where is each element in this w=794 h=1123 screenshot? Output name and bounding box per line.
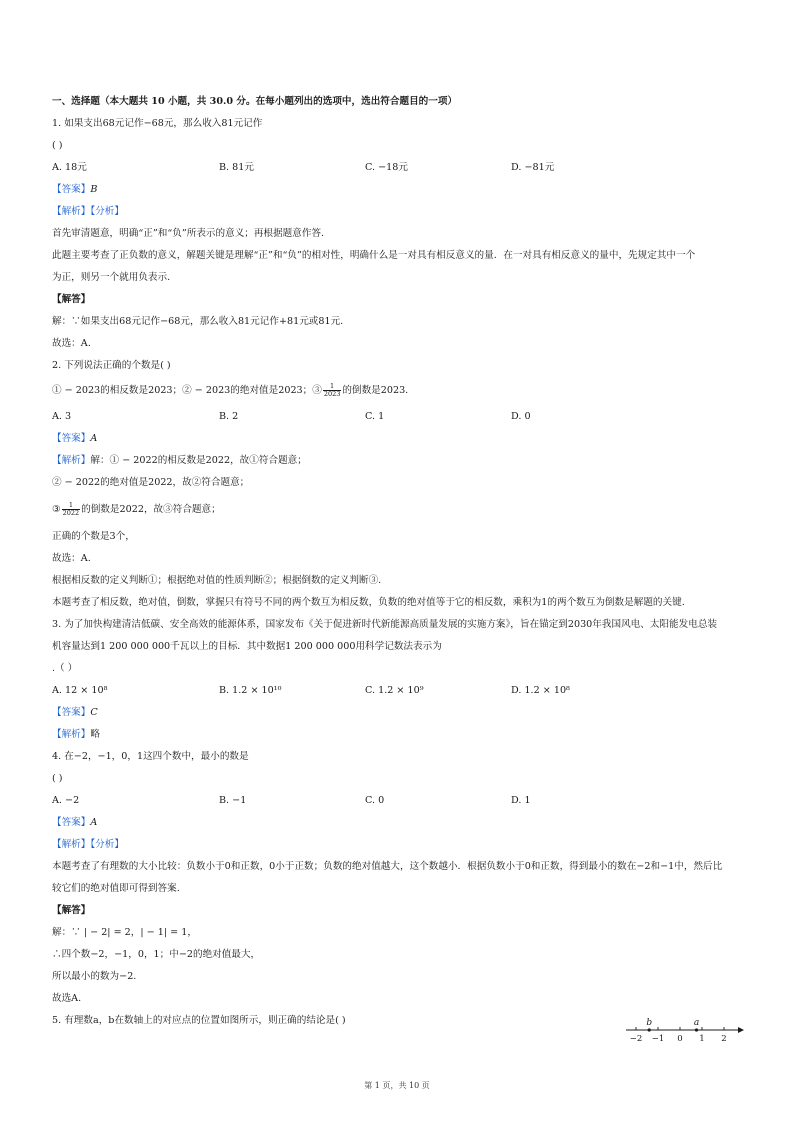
q4-answer-line: 【答案】A xyxy=(52,817,98,828)
q2-answer: A xyxy=(90,433,98,444)
q2-rest-line: 根据相反数的定义判断①；根据绝对值的性质判断②；根据倒数的定义判断③. xyxy=(52,575,382,586)
q3-answer: C xyxy=(90,707,98,718)
q1-option-c: C. −18元 xyxy=(365,162,408,173)
q3-option-a: A. 12 × 10⁸ xyxy=(52,685,108,696)
number-line-point-b xyxy=(648,1028,651,1031)
q2-analysis-line: ② − 2022的绝对值是2022，故②符合题意； xyxy=(52,477,250,488)
q1-solution-line: 解：∵如果支出68元记作−68元，那么收入81元记作+81元或81元. xyxy=(52,316,344,327)
q2-option-a: A. 3 xyxy=(52,411,72,422)
q2-option-b: B. 2 xyxy=(219,411,239,422)
q1-answer: B xyxy=(90,184,98,195)
q4-option-a: A. −2 xyxy=(52,795,80,806)
number-line-tick-label: 2 xyxy=(721,1034,727,1044)
number-line-tick-label: −1 xyxy=(651,1034,665,1044)
q1-solution-line: 故选：A. xyxy=(52,338,91,349)
q1-analysis-line: 此题主要考查了正负数的意义，解题关键是理解“正”和“负”的相对性，明确什么是一对具有相反意义的量．在一对具有相反意义的量中，先规定其中一个 xyxy=(52,250,696,261)
q3-stem-line: .（ ） xyxy=(52,663,78,674)
q1-option-a: A. 18元 xyxy=(52,162,87,173)
section-header: 一、选择题（本大题共 10 小题，共 30.0 分。在每小题列出的选项中，选出符合题目的一项） xyxy=(52,96,458,107)
q1-analysis-line: 首先审清题意，明确“正”和“负”所表示的意义；再根据题意作答. xyxy=(52,228,325,239)
number-line-point-a xyxy=(695,1028,698,1031)
q1-stem: 1. 如果支出68元记作−68元，那么收入81元记作 xyxy=(52,118,263,129)
q2-statements: ① − 2023的相反数是2023；② − 2023的绝对值是2023；③ $\frac{1}{2023}$ 的倒数是2023. xyxy=(52,382,409,398)
q2-analysis-line: ③ $\frac{1}{2022}$ 的倒数是2022，故③符合题意； xyxy=(52,501,221,517)
q4-analysis-tag: 【解析】【分析】 xyxy=(52,839,124,850)
q4-analysis-line: 较它们的绝对值即可得到答案. xyxy=(52,883,180,894)
q4-solution-line: 所以最小的数为−2. xyxy=(52,971,137,982)
q3-stem-line: 机容量达到1 200 000 000千瓦以上的目标．其中数据1 200 000 000用科学记数法表示为 xyxy=(52,641,442,652)
answer-tag: 【答案】 xyxy=(52,184,91,195)
q5-stem: 5. 有理数a，b在数轴上的对应点的位置如图所示，则正确的结论是( ) xyxy=(52,1015,346,1026)
q3-analysis-line: 【解析】略 xyxy=(52,729,100,740)
number-line-point-label: a xyxy=(693,1018,700,1028)
q4-option-d: D. 1 xyxy=(511,795,531,806)
number-line-point-label: b xyxy=(646,1018,653,1028)
q2-rest-line: 正确的个数是3个， xyxy=(52,531,135,542)
q3-option-d: D. 1.2 × 10⁸ xyxy=(511,685,570,696)
q4-option-b: B. −1 xyxy=(219,795,247,806)
q2-option-c: C. 1 xyxy=(365,411,385,422)
q2-stem: 2. 下列说法正确的个数是( ) xyxy=(52,360,171,371)
q3-option-b: B. 1.2 × 10¹⁰ xyxy=(219,685,282,696)
q4-solution-tag: 【解答】 xyxy=(52,905,91,916)
q1-option-d: D. −81元 xyxy=(511,162,555,173)
number-line-arrow xyxy=(738,1027,744,1033)
q4-stem: 4. 在−2，−1，0，1这四个数中，最小的数是 xyxy=(52,751,249,762)
q4-solution-line: 解：∵ | − 2| = 2，| − 1| = 1， xyxy=(52,927,197,938)
q3-stem-line: 3. 为了加快构建清洁低碳、安全高效的能源体系，国家发布《关于促进新时代新能源高质量发展的实施方案》，旨在锚定到2030年我国风电、太阳能发电总装 xyxy=(52,619,718,630)
q3-answer-line: 【答案】C xyxy=(52,707,98,718)
q4-answer: A xyxy=(90,817,98,828)
q1-analysis-line: 为正，则另一个就用负表示. xyxy=(52,272,171,283)
q4-solution-line: ∴四个数−2，−1，0，1；中−2的绝对值最大， xyxy=(52,949,261,960)
number-line-tick-label: −2 xyxy=(629,1034,643,1044)
q1-solution-tag: 【解答】 xyxy=(52,294,91,305)
q1-answer-line xyxy=(52,183,754,196)
q1-paren: ( ) xyxy=(52,140,63,151)
q1-option-b: B. 81元 xyxy=(219,162,254,173)
page-footer: 第 1 页，共 10 页 xyxy=(364,1081,430,1090)
q1-analysis-tag: 【解析】【分析】 xyxy=(52,206,124,217)
q2-option-d: D. 0 xyxy=(511,411,531,422)
q2-answer-line: 【答案】A xyxy=(52,433,98,444)
q4-solution-line: 故选A. xyxy=(52,993,82,1004)
number-line-tick-label: 1 xyxy=(699,1034,705,1044)
q2-analysis-fraction: $\frac{1}{2022}$ xyxy=(62,501,80,517)
q4-analysis-line: 本题考查了有理数的大小比较：负数小于0和正数，0小于正数；负数的绝对值越大，这个数越小．根据负数小于0和正数，得到最小的数在−2和−1中，然后比 xyxy=(52,861,723,872)
q4-option-c: C. 0 xyxy=(365,795,385,806)
q2-rest-line: 故选：A. xyxy=(52,553,91,564)
number-line-tick-label: 0 xyxy=(677,1034,683,1044)
q2-fraction: $\frac{1}{2023}$ xyxy=(323,382,341,398)
q2-rest-line: 本题考查了相反数，绝对值，倒数，掌握只有符号不同的两个数互为相反数，负数的绝对值等于它的相反数，乘积为1的两个数互为倒数是解题的关键. xyxy=(52,597,685,608)
q3-option-c: C. 1.2 × 10⁹ xyxy=(365,685,424,696)
q4-paren: ( ) xyxy=(52,773,63,784)
q2-analysis-line: 【解析】解：① − 2022的相反数是2022，故①符合题意； xyxy=(52,455,307,466)
number-line-figure xyxy=(620,1012,750,1048)
